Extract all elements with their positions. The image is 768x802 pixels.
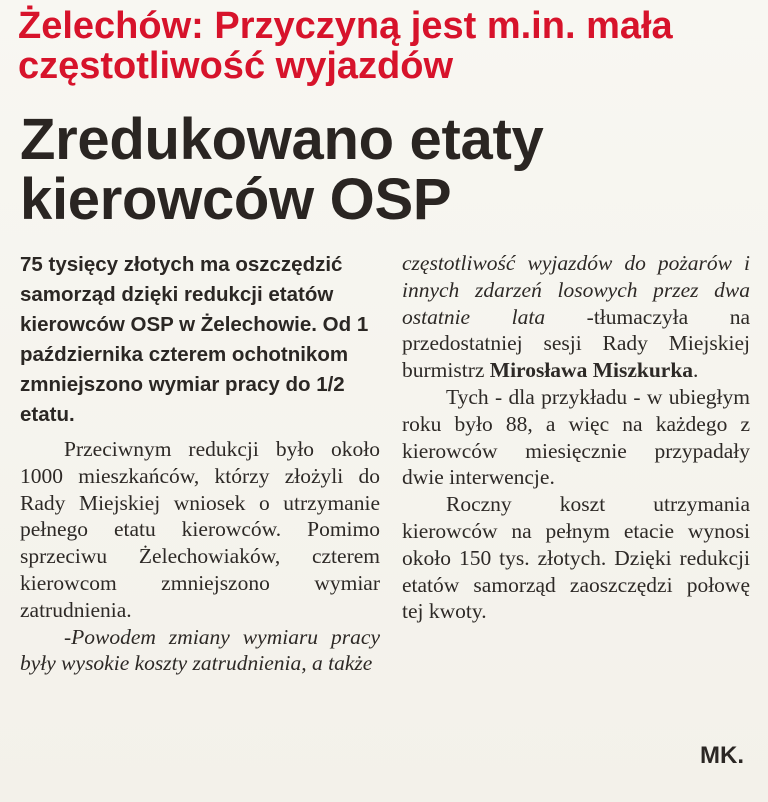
article-quote: -Powodem zmiany wymiaru pracy były wysokie koszty zatrudnienia, a także	[20, 624, 380, 676]
sentence-end: .	[693, 358, 699, 383]
article-kicker: Żelechów: Przyczyną jest m.in. mała częstotliwość wyjazdów	[18, 5, 673, 87]
article-column-left	[20, 250, 380, 677]
article-paragraph: Przeciwnym redukcji było około 1000 mieszkańców, którzy złożyli do Rady Miejskiej wniosek o utrzymanie pełnego etatu kierowców. Pomimo sprzeciwu Żelechowiaków, czterem kierowcom zmniejszono wymiar zatrudnienia.	[20, 437, 380, 622]
article-quote-continued	[402, 250, 750, 384]
quote-attribution: -tłumaczyła na przedostatniej sesji Rady Miejskiej burmistrz	[402, 304, 750, 383]
article-lead: 75 tysięcy złotych ma oszczędzić samorząd dzięki redukcji etatów kierowców OSP w Żelechowie. Od 1 października czterem ochotnikom zmniejszono wymiar pracy do 1/2 etatu.	[20, 253, 369, 426]
author-signature: MK.	[700, 742, 744, 769]
quote-text: częstotliwość wyjazdów do pożarów i innych zdarzeń losowych przez dwa ostatnie lata	[402, 251, 750, 329]
person-name: Mirosława Miszkurka	[489, 358, 694, 383]
article-paragraph: Tych - dla przykładu - w ubiegłym roku było 88, a więc na każdego z kierowców miesięcznie przypadały dwie interwencje.	[402, 384, 750, 490]
article-column-right	[402, 250, 750, 625]
article-headline: Zredukowano etaty kierowców OSP	[20, 107, 544, 232]
article-paragraph: Roczny koszt utrzymania kierowców na pełnym etacie wynosi około 150 tys. złotych. Dzięki redukcji etatów samorząd zaoszczędzi połowę tej kwoty.	[402, 492, 750, 624]
